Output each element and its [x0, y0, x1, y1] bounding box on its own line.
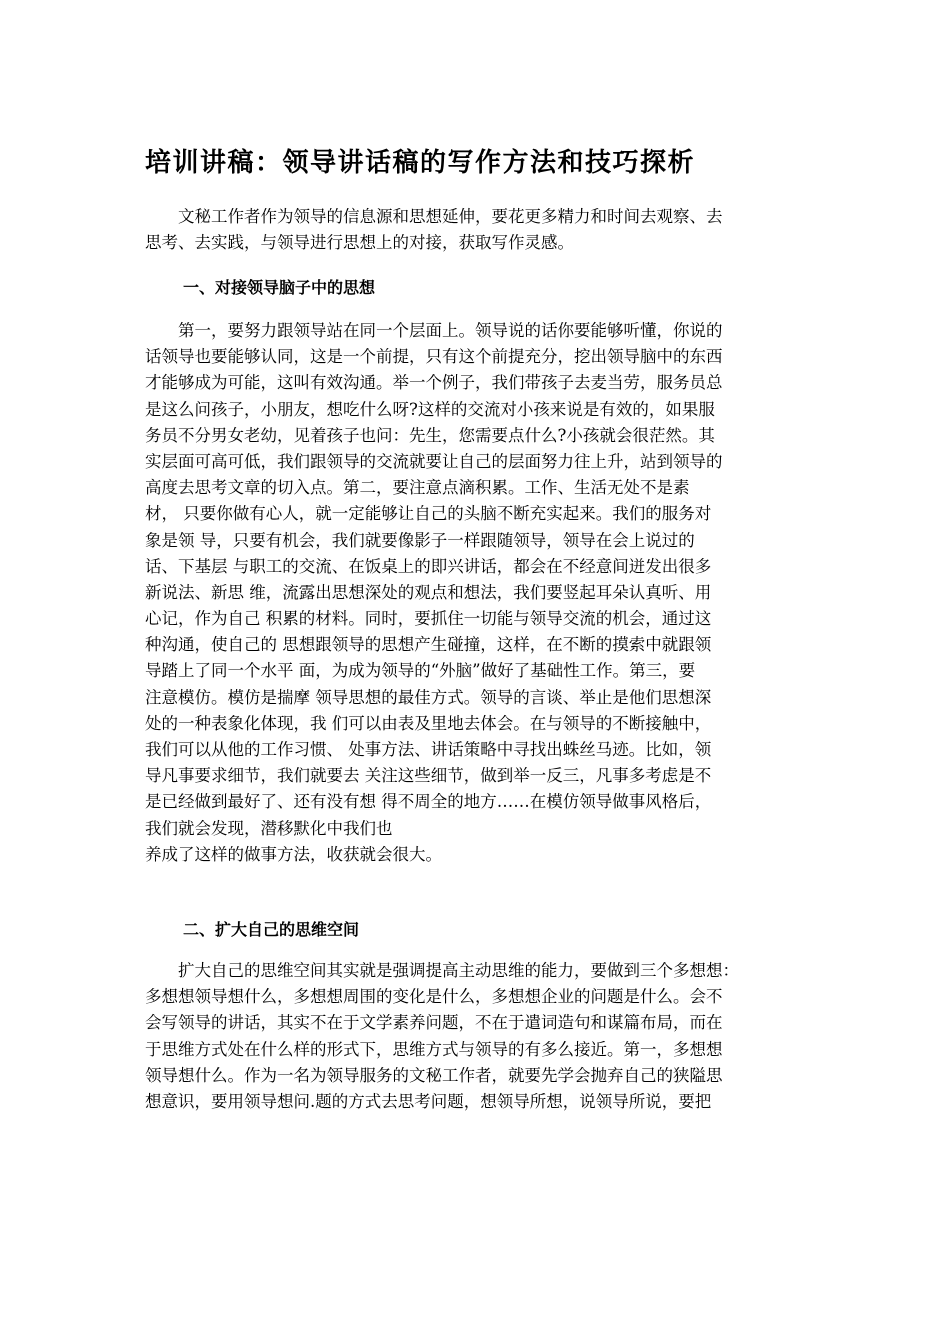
text-line: 务员不分男女老幼，见着孩子也问：先生，您需要点什么?小孩就会很茫然。其 — [145, 425, 715, 445]
text-line: 扩大自己的思维空间其实就是强调提高主动思维的能力，要做到三个多想想： — [145, 961, 739, 980]
text-line: 会写领导的讲话，其实不在于文学素养问题，不在于遣词造句和谋篇布局，而在 — [145, 1013, 723, 1033]
text-line: 处的一种表象化体现，我 们可以由表及里地去体会。在与领导的不断接触中， — [145, 713, 712, 733]
text-line: 话领导也要能够认同，这是一个前提，只有这个前提充分，挖出领导脑中的东西 — [145, 347, 723, 367]
text-line: 注意模仿。模仿是揣摩 领导思想的最佳方式。领导的言谈、举止是他们思想深 — [145, 687, 712, 707]
section-2-heading: 二、扩大自己的思维空间 — [183, 920, 360, 939]
text-line: 象是领 导，只要有机会，我们就要像影子一样跟随领导，领导在会上说过的 — [145, 530, 695, 550]
text-line: 材， 只要你做有心人，就一定能够让自己的头脑不断充实起来。我们的服务对 — [145, 504, 712, 524]
text-line: 实层面可高可低，我们跟领导的交流就要让自己的层面努力往上升，站到领导的 — [145, 451, 723, 471]
document-title: 培训讲稿：领导讲话稿的写作方法和技巧探析 — [145, 148, 696, 178]
text-line: 我们可以从他的工作习惯、 处事方法、讲话策略中寻找出蛛丝马迹。比如，领 — [145, 740, 712, 759]
text-line: 导踏上了同一个水平 面，为成为领导的“外脑”做好了基础性工作。第三，要 — [145, 661, 696, 681]
text-line: 养成了这样的做事方法，收获就会很大。 — [145, 844, 442, 864]
text-line: 高度去思考文章的切入点。第二，要注意点滴积累。工作、生活无处不是素 — [145, 478, 690, 498]
text-line: 领导想什么。作为一名为领导服务的文秘工作者，就要先学会抛弃自己的狭隘思 — [145, 1065, 723, 1085]
text-line: 想意识，要用领导想问.题的方式去思考问题，想领导所想，说领导所说，要把 — [145, 1091, 712, 1111]
text-line: 是这么问孩子，小朋友，想吃什么呀?这样的交流对小孩来说是有效的，如果服 — [145, 399, 715, 419]
text-line: 才能够成为可能，这叫有效沟通。举一个例子，我们带孩子去麦当劳，服务员总 — [145, 373, 723, 393]
section-1-heading: 一、对接领导脑子中的思想 — [183, 278, 376, 297]
text-line: 是已经做到最好了、还有没有想 得不周全的地方……在模仿领导做事风格后， — [145, 792, 712, 812]
text-line: 多想想领导想什么，多想想周围的变化是什么，多想想企业的问题是什么。会不 — [145, 987, 723, 1007]
text-line: 新说法、新思 维，流露出思想深处的观点和想法，我们要竖起耳朵认真听、用 — [145, 582, 712, 602]
text-line: 话、下基层 与职工的交流、在饭桌上的即兴讲话，都会在不经意间迸发出很多 — [145, 556, 712, 576]
text-line: 第一，要努力跟领导站在同一个层面上。领导说的话你要能够听懂，你说的 — [145, 321, 723, 340]
text-line: 种沟通，使自己的 思想跟领导的思想产生碰撞，这样，在不断的摸索中就跟领 — [145, 635, 712, 655]
text-line: 我们就会发现，潜移默化中我们也 — [145, 818, 393, 838]
section-2-paragraph — [145, 958, 810, 1115]
text-line: 导凡事要求细节，我们就要去 关注这些细节，做到举一反三，凡事多考虑是不 — [145, 766, 712, 786]
text-line: 思考、去实践，与领导进行思想上的对接，获取写作灵感。 — [145, 233, 574, 253]
text-line: 文秘工作者作为领导的信息源和思想延伸，要花更多精力和时间去观察、去 — [145, 207, 723, 226]
text-line: 心记，作为自己 积累的材料。同时，要抓住一切能与领导交流的机会，通过这 — [145, 609, 712, 629]
intro-paragraph — [145, 204, 810, 256]
section-1-paragraph — [145, 318, 810, 868]
text-line: 于思维方式处在什么样的形式下，思维方式与领导的有多么接近。第一，多想想 — [145, 1039, 723, 1059]
